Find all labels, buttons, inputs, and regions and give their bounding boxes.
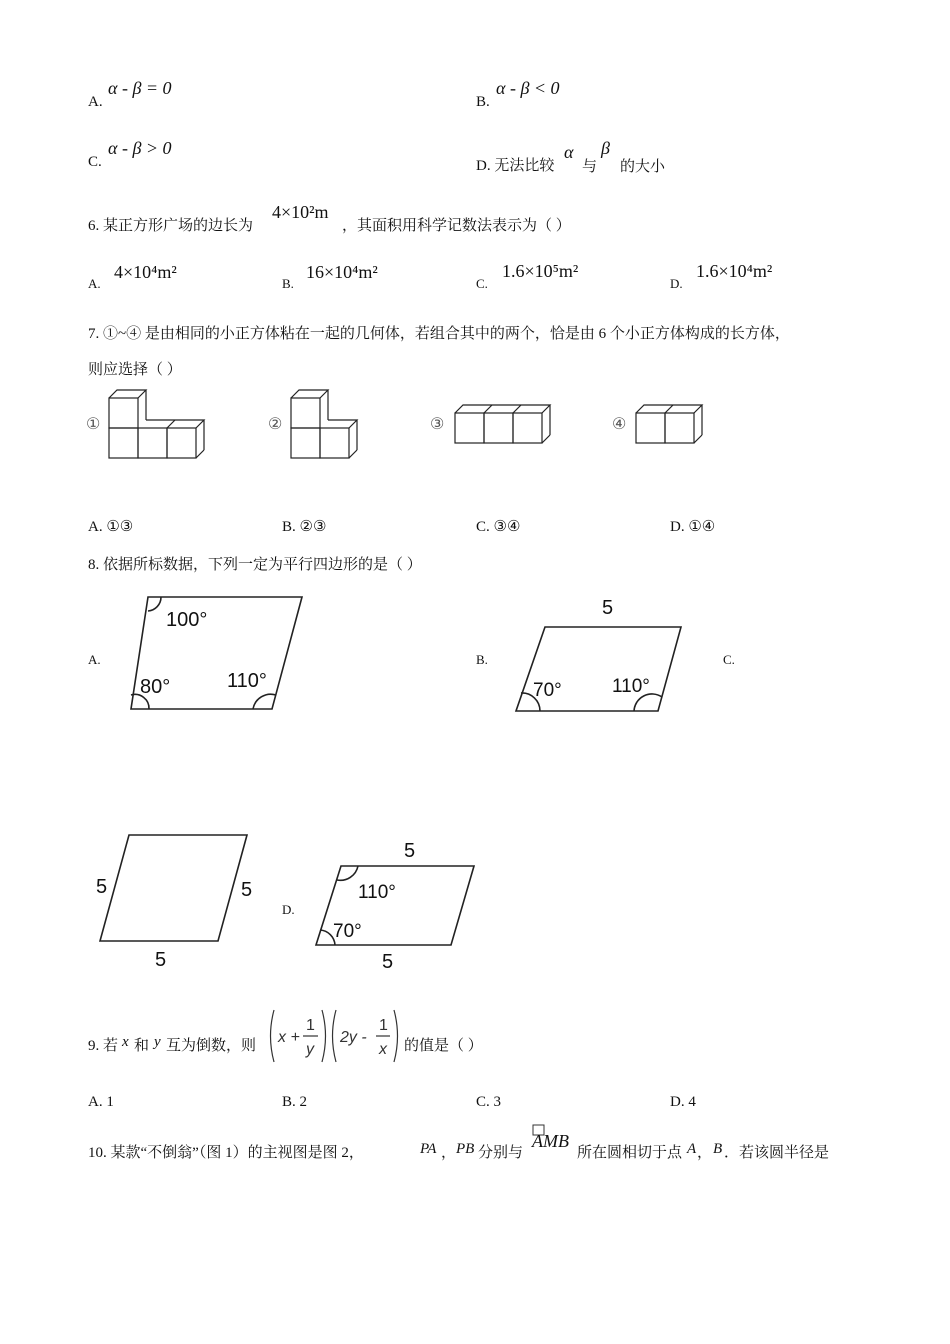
q5-option-c-math: α - β > 0 [108,138,172,158]
q8-option-b-letter: B. [476,652,488,667]
q5-option-c-letter: C. [88,154,102,170]
q9-expression [266,1006,406,1066]
q9-expr1-num: 1 [306,1017,315,1034]
q10-comma1: ， [441,1145,457,1161]
q6-option-a-math: 4×10⁴m² [114,262,177,282]
q8-a-angle-right: 110° [227,670,267,692]
q9-var-x: x [122,1034,129,1050]
q7-option-a: A. ①③ [88,519,134,535]
q8-a-angle-top: 100° [166,609,208,631]
q5-option-a-math: α - β = 0 [108,78,172,98]
q8-b-angle-right: 110° [612,676,650,697]
q5-option-b-letter: B. [476,94,490,110]
q7-stem-line1: 7. ①~④ 是由相同的小正方体粘在一起的几何体，若组合其中的两个，恰是由 6 个小正方体构成的长方体， [88,326,790,342]
q6-option-a-letter: A. [88,276,101,291]
q9-var-y: y [154,1034,161,1050]
q9-option-d: D. 4 [670,1094,696,1110]
q5-option-b-math: α - β < 0 [496,78,560,98]
q6-option-c-letter: C. [476,276,488,291]
q10-arc-amb: AMB [532,1131,569,1151]
q10-point-b: B [713,1141,723,1157]
q7-fig-label-3: ③ [430,416,445,433]
q8-d-side-top: 5 [404,840,416,862]
q5-option-d-mid: 与 [582,159,598,175]
q9-expr1-a: x + [278,1029,300,1046]
q6-option-b-letter: B. [282,276,294,291]
q10-comma2: ， [697,1145,713,1161]
q9-and: 和 [134,1038,150,1054]
q5-option-d-beta: β [601,138,610,158]
q9-expr2-a: 2y - [340,1029,367,1046]
q8-d-angle-bottom: 70° [333,921,362,942]
q6-stem-after: ，其面积用科学记数法表示为（ ） [342,218,571,234]
q8-figure-c-quadrilateral [100,835,247,941]
q9-option-a: A. 1 [88,1094,114,1110]
q10-point-a: A [687,1141,697,1157]
q9-stem-after: 的值是（ ） [404,1038,483,1054]
q7-option-c: C. ③④ [476,519,521,535]
q5-option-d-text2: 的大小 [620,159,666,175]
q9-expr2-num: 1 [379,1017,388,1034]
q6-stem-before: 6. 某正方形广场的边长为 [88,218,254,234]
q8-b-side-top: 5 [602,597,614,619]
q7-fig-label-1: ① [86,416,101,433]
q7-fig-label-2: ② [268,416,283,433]
q8-b-angle-left: 70° [533,680,562,701]
q8-c-side-left: 5 [96,876,108,898]
q10-end: ．若该圆半径是 [724,1145,830,1161]
q8-stem: 8. 依据所标数据，下列一定为平行四边形的是（ ） [88,557,422,573]
q8-figure-a-arc-top [148,597,161,611]
q7-stem-line2: 则应选择（ ） [88,362,182,378]
q8-c-side-bottom: 5 [155,949,167,971]
q6-option-d-math: 1.6×10⁴m² [696,261,773,281]
q7-fig-label-4: ④ [612,416,627,433]
q7-option-d: D. ①④ [670,519,716,535]
q9-option-b: B. 2 [282,1094,308,1110]
q6-stem-math: 4×10²m [272,202,329,222]
q5-option-d-alpha: α [564,142,574,162]
q10-mid2: 所在圆相切于点 [577,1145,683,1161]
q8-option-c-letter: C. [723,652,735,667]
q6-option-d-letter: D. [670,276,683,291]
q10-mid: 分别与 [478,1145,524,1161]
q5-option-a-letter: A. [88,94,103,110]
q7-option-b: B. ②③ [282,519,327,535]
q5-option-d-text1: D. 无法比较 [476,158,555,174]
q8-d-side-bottom: 5 [382,951,394,973]
q8-c-side-right: 5 [241,879,253,901]
q8-a-angle-left: 80° [140,676,171,698]
q8-option-a-letter: A. [88,652,101,667]
q9-stem-before: 9. 若 [88,1038,119,1054]
q10-pa: PA [420,1141,437,1157]
q9-expr1-den: y [306,1041,314,1058]
q10-pb: PB [456,1141,475,1157]
q6-option-c-math: 1.6×10⁵m² [502,261,579,281]
q9-expr2-den: x [379,1041,387,1058]
q9-option-c: C. 3 [476,1094,502,1110]
q10-stem-before: 10. 某款“不倒翁”（图 1）的主视图是图 2， [88,1145,364,1161]
q8-option-d-letter: D. [282,902,295,917]
q8-d-angle-top: 110° [358,882,396,903]
q9-stem-mid: 互为倒数，则 [166,1038,257,1054]
q6-option-b-math: 16×10⁴m² [306,262,378,282]
